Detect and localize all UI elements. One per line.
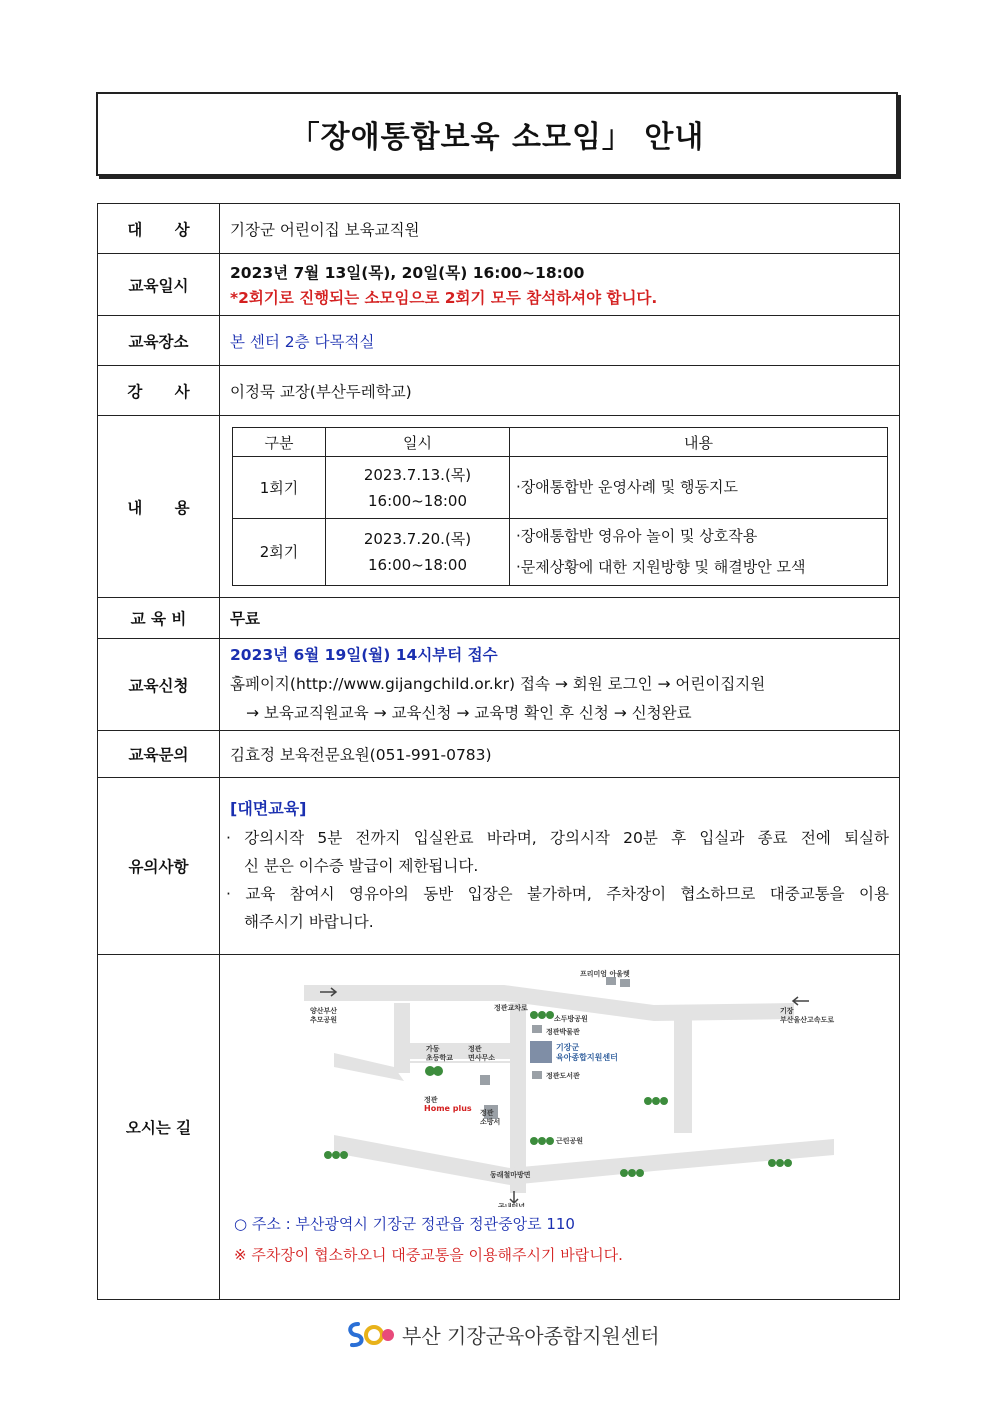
note-2: · 교육 참여시 영유아의 동반 입장은 불가하며, 주차장이 협소하므로 대중교통을 이용 — [226, 885, 889, 903]
label-content: 내 용 — [98, 416, 220, 598]
note-1: · 강의시작 5분 전까지 입실완료 바라며, 강의시작 20분 후 입실과 종료 전에 퇴실하 — [226, 829, 889, 847]
map-label-office-2: 면사무소 — [468, 1054, 496, 1062]
row-notes — [98, 778, 900, 955]
map-label-fire: 정관 — [480, 1109, 494, 1117]
date-line: 2023년 7월 13일(목), 20일(목) 16:00~18:00 — [230, 263, 585, 282]
session-row — [233, 457, 888, 519]
footer-org-name: 부산 기장군육아종합지원센터 — [402, 1323, 660, 1348]
map-label-yangsan: 양산부산 — [310, 1007, 338, 1015]
label-inquiry: 교육문의 — [98, 731, 220, 778]
apply-steps: 홈페이지(http://www.gijangchild.or.kr) 접속 → 회원 로그인 → 어린이집지원 — [230, 675, 766, 693]
map-label-yangsan-2: 추모공원 — [310, 1016, 338, 1024]
session-date: 2023.7.20.(목) — [363, 530, 472, 548]
session-item: ·장애통합반 영유아 놀이 및 상호작용 — [516, 527, 758, 545]
session-row — [233, 519, 888, 586]
session-item: ·장애통합반 운영사례 및 행동지도 — [516, 478, 738, 496]
parking-warning: ※ 주차장이 협소하오니 대중교통을 이용해주시기 바랍니다. — [234, 1246, 623, 1264]
map-label-office: 정관 — [468, 1045, 482, 1053]
session-item: ·문제상황에 대한 지원방향 및 해결방안 모색 — [516, 558, 806, 576]
row-inquiry — [98, 731, 900, 778]
location-map — [234, 963, 889, 1207]
value-place: 본 센터 2층 다목적실 — [220, 316, 900, 366]
map-label-cross: 정관교차로 — [494, 1004, 528, 1012]
info-table — [97, 203, 900, 1300]
row-directions — [98, 955, 900, 1300]
map-label-fire-2: 소방서 — [480, 1118, 501, 1126]
label-notes: 유의사항 — [98, 778, 220, 955]
apply-period: 2023년 6월 19일(월) 14시부터 접수 — [230, 646, 498, 664]
map-label-museum: 정관박물관 — [546, 1028, 580, 1036]
note-1-cont: 신 분은 이수증 발급이 제한됩니다. — [244, 857, 479, 875]
map-label-premium: 프리미엄 아울렛 — [580, 970, 630, 978]
map-label-homeplus: 정관 — [424, 1096, 438, 1104]
header-no: 구분 — [233, 428, 326, 457]
date-notice: *2회기로 진행되는 소모임으로 2회기 모두 참석하셔야 합니다. — [230, 288, 658, 307]
map-label-school-2: 초등학교 — [426, 1054, 454, 1062]
map-label-tunnel: 곰내터널 — [498, 1203, 526, 1207]
row-lecturer — [98, 366, 900, 416]
map-label-gijang: 기장 — [780, 1007, 794, 1015]
label-apply: 교육신청 — [98, 639, 220, 731]
session-table — [232, 427, 888, 586]
label-fee: 교 육 비 — [98, 598, 220, 639]
page-title: 「장애통합보육 소모임」 안내 — [289, 120, 705, 155]
map-label-center: 기장군 — [556, 1043, 580, 1052]
map-label-park: 근린공원 — [556, 1137, 584, 1145]
map-label-school: 가동 — [426, 1045, 440, 1053]
label-directions: 오시는 길 — [98, 955, 220, 1300]
map-label-center-2: 육아종합지원센터 — [556, 1053, 618, 1062]
address: ○ 주소 : 부산광역시 기장군 정관읍 정관중앙로 110 — [234, 1215, 575, 1233]
notes-heading: [대면교육] — [230, 799, 307, 818]
label-date: 교육일시 — [98, 254, 220, 316]
label-target: 대 상 — [98, 204, 220, 254]
map-svg — [234, 963, 884, 1207]
center-logo-icon — [344, 1318, 396, 1350]
session-time: 16:00~18:00 — [367, 556, 468, 574]
label-lecturer: 강 사 — [98, 366, 220, 416]
map-label-homeplus-2: Home plus — [424, 1104, 472, 1113]
row-apply — [98, 639, 900, 731]
header-content: 내용 — [510, 428, 888, 457]
footer — [344, 1318, 660, 1350]
value-inquiry: 김효정 보육전문요원(051-991-0783) — [220, 731, 900, 778]
row-date — [98, 254, 900, 316]
map-label-sodubang: 소두방공원 — [554, 1015, 588, 1023]
map-label-library: 정관도서관 — [546, 1072, 580, 1080]
session-time: 16:00~18:00 — [367, 491, 468, 510]
session-no: 2회기 — [233, 519, 326, 586]
row-place — [98, 316, 900, 366]
session-no: 1회기 — [233, 457, 326, 519]
label-place: 교육장소 — [98, 316, 220, 366]
header-date: 일시 — [326, 428, 510, 457]
row-fee — [98, 598, 900, 639]
map-label-dongrae: 동래철마방면 — [490, 1171, 531, 1179]
title-box — [96, 92, 898, 176]
map-label-gijang-2: 부산울산고속도로 — [780, 1016, 835, 1024]
row-target — [98, 204, 900, 254]
session-date: 2023.7.13.(목) — [363, 465, 472, 484]
value-lecturer: 이정묵 교장(부산두레학교) — [220, 366, 900, 416]
apply-steps-cont: → 보육교직원교육 → 교육신청 → 교육명 확인 후 신청 → 신청완료 — [246, 704, 692, 722]
value-target: 기장군 어린이집 보육교직원 — [220, 204, 900, 254]
value-fee: 무료 — [220, 598, 900, 639]
note-2-cont: 해주시기 바랍니다. — [244, 913, 374, 931]
row-content — [98, 416, 900, 598]
